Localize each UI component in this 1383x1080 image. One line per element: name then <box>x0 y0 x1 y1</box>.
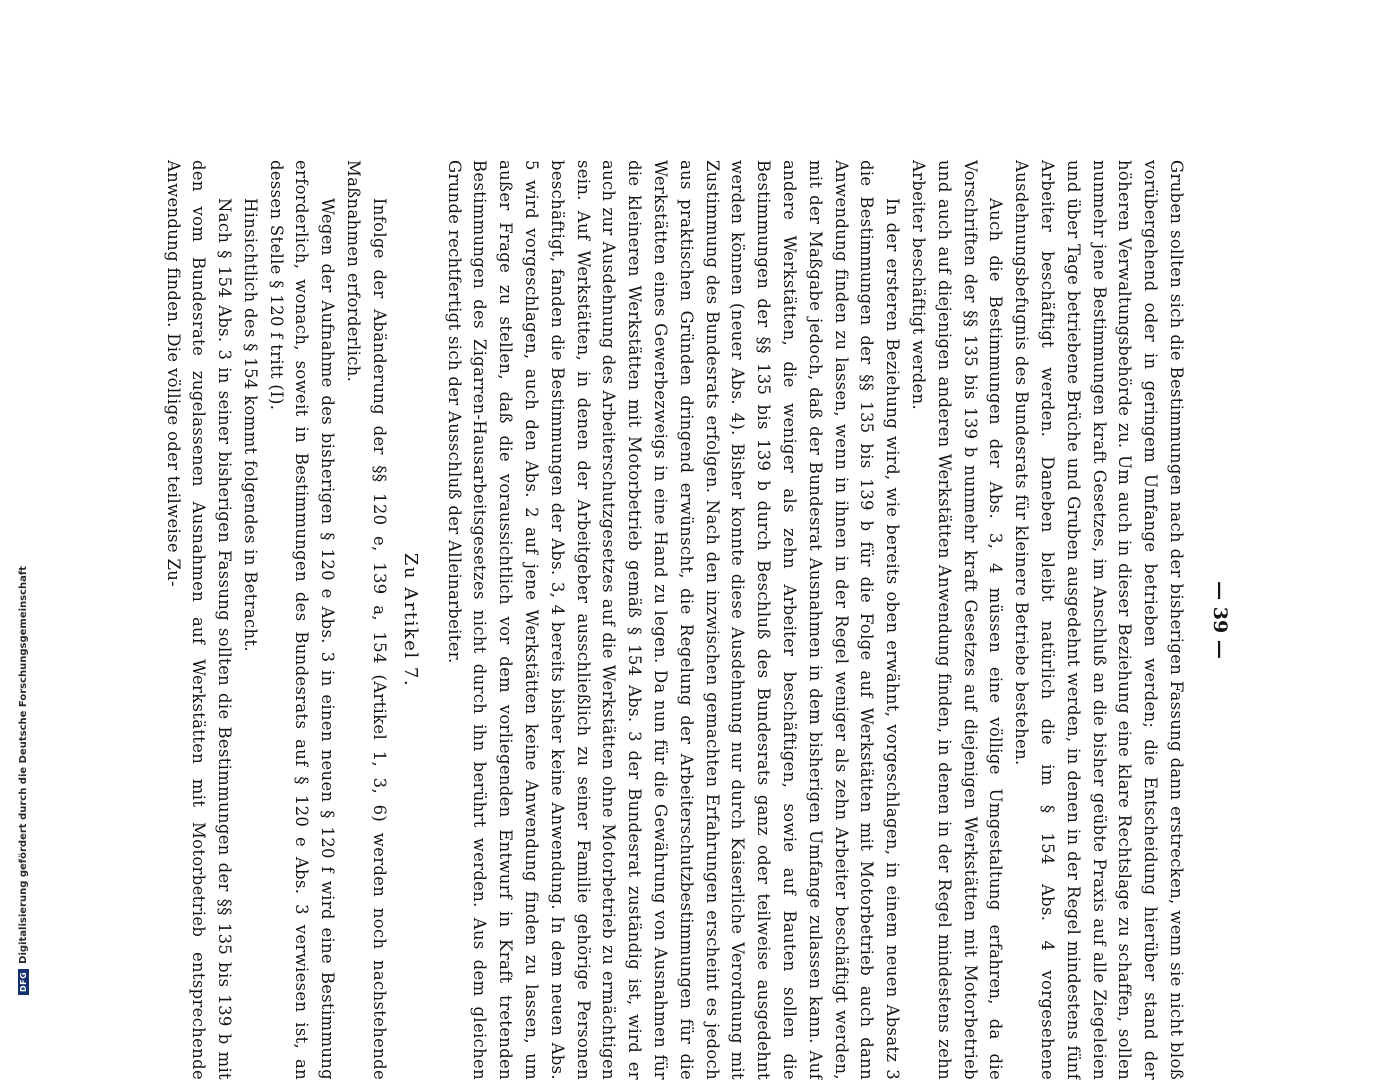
footer-text: Digitalisierung gefördert durch die Deutsche Forschungsgemeinschaft <box>18 565 29 964</box>
paragraph-2: Auch die Bestimmungen der Abs. 3, 4 müssen eine völlige Umgestaltung erfahren, da die Vorschriften der §§ 135 bis 139 b nunmehr kraft Gesetzes auf diejenigen Werkstätten mit Motorbetrieb und auch auf diejenigen anderen Werkstätten Anwendung finden, in denen in der Regel mindestens zehn Arbeiter beschäftigt werden. <box>909 160 1006 1080</box>
paragraph-3: In der ersteren Beziehung wird, wie bereits oben erwähnt, vorgeschlagen, in einem neuen Absatz 3 die Bestimmungen der §§ 135 bis 139 b für die Folge auf Werkstätten mit Motorbetrieb auch dann Anwendung finden zu lassen, wenn in ihnen in der Regel weniger als zehn Arbeiter beschäftigt werden, mit der Maßgabe jedoch, daß der Bundesrat Ausnahmen in dem bisherigen Umfange zulassen kann. Auf andere Werkstätten, die weniger als zehn Arbeiter beschäftigen, sowie auf Bauten sollen die Bestimmungen der §§ 135 bis 139 b durch Beschluß des Bundesrats ganz oder teilweise ausgedehnt werden können (neuer Abs. 4). Bisher konnte diese Ausdehnung nur durch Kaiserliche Verordnung mit Zustimmung des Bundesrats erfolgen. Nach den inzwischen gemachten Erfahrungen erscheint es jedoch aus praktischen Gründen dringend erwünscht, die Regelung der Arbeiterschutzbestimmungen für die Werkstätten eines Gewerbezweigs in eine Hand zu legen. Da nun für die Gewährung von Ausnahmen für die kleineren Werkstätten mit Motorbetrieb gemäß § 154 Abs. 3 der Bundesrat zuständig ist, wird er auch zur Ausdehnung des Arbeiterschutzgesetzes auf die Werkstätten ohne Motorbetrieb zu ermächtigen sein. Auf Werkstätten, in denen der Arbeitgeber ausschließlich zu seiner Familie gehörige Personen beschäftigt, fanden die Bestimmungen der Abs. 3, 4 bereits bisher keine Anwendung. In dem neuen Abs. 5 wird vorgeschlagen, auch den Abs. 2 auf jene Werkstätten keine Anwendung finden zu lassen, um außer Frage zu stellen, daß die voraussichtlich vor dem vorliegenden Entwurf in Kraft tretenden Bestimmungen des Zigarren-Hausarbeitsgesetzes nicht durch ihn berührt werden. Aus dem gleichen Grunde rechtfertigt sich der Ausschluß der Alleinarbeiter. <box>444 160 903 1080</box>
digitization-footer <box>18 566 29 995</box>
rotated-page <box>163 160 1235 1080</box>
paragraph-1: Gruben sollten sich die Bestimmungen nach der bisherigen Fassung dann erstrecken, wenn sie nicht bloß vorübergehend oder in geringem Umfange betrieben werden; die Entscheidung hierüber stand der höheren Verwaltungsbehörde zu. Um auch in dieser Beziehung eine klare Rechtslage zu schaffen, sollen nunmehr jene Bestimmungen kraft Gesetzes, im Anschluß an die bisher geübte Praxis auf alle Ziegeleien und über Tage betriebene Brüche und Gruben ausgedehnt werden, in denen in der Regel mindestens fünf Arbeiter beschäftigt werden. Daneben bleibt natürlich die im § 154 Abs. 4 vorgesehene Ausdehnungsbefugnis des Bundesrats für kleinere Betriebe bestehen. <box>1012 160 1186 1080</box>
paragraph-4: Infolge der Abänderung der §§ 120 e, 139 a, 154 (Artikel 1, 3, 6) werden noch nachstehende Maßnahmen erforderlich. <box>344 160 389 1080</box>
section-heading: Zu Artikel 7. <box>399 552 421 688</box>
dfg-logo: DFG <box>18 969 29 995</box>
paragraph-7: Nach § 154 Abs. 3 in seiner bisherigen Fassung sollten die Bestimmungen der §§ 135 bis 139 b mit den vom Bundesrate zugelassenen Ausnahmen auf Werkstätten mit Motorbetrieb entsprechende Anwendung finden. Die völlige oder teilweise Zu- <box>163 160 235 1080</box>
page-number: — 39 — <box>1209 581 1231 659</box>
paragraph-5: Wegen der Aufnahme des bisherigen § 120 e Abs. 3 in einen neuen § 120 f wird eine Bestimmung erforderlich, wonach, soweit in Bestimmungen des Bundesrats auf § 120 e Abs. 3 verwiesen ist, an dessen Stelle § 120 f tritt (I). <box>266 160 338 1080</box>
paragraph-6: Hinsichtlich des § 154 kommt folgendes in Betracht. <box>240 198 260 652</box>
